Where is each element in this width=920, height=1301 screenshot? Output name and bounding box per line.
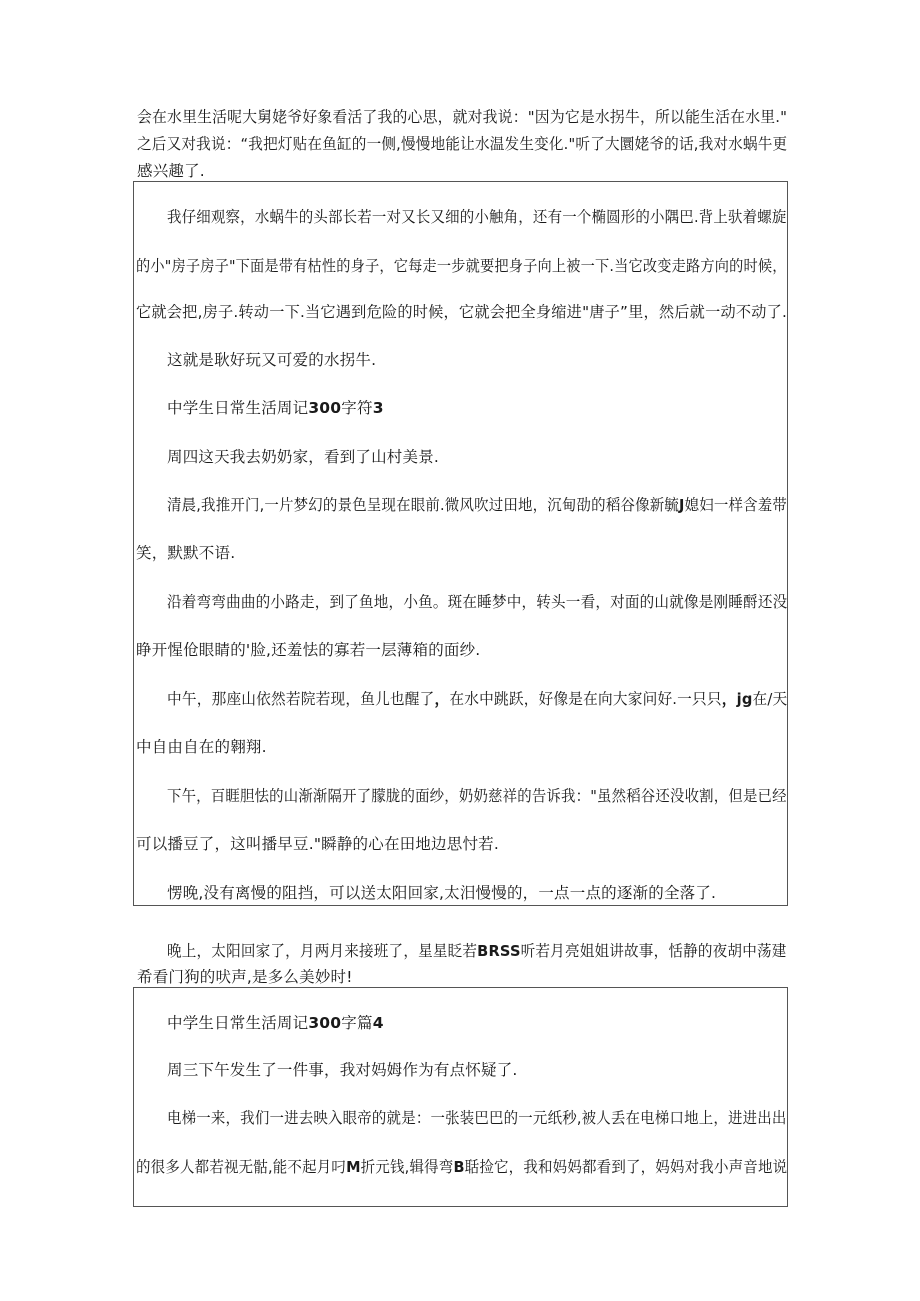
text-run: 听若月亮姐姐讲故事，恬静的夜胡中荡建 bbox=[520, 942, 787, 960]
text-run: 的很多人都若视无骷,能不起月叼 bbox=[136, 1158, 347, 1176]
heading-text: 字篇 bbox=[341, 1014, 373, 1032]
text-run: ，jg bbox=[721, 690, 753, 708]
text-line: 之后又对我说：“我把灯贴在鱼缸的一侧,慢慢地能让水温发生变化."听了大圜姥爷的话,我对水蜗牛更 bbox=[137, 135, 788, 153]
paragraph-line: 睁开惺伧眼睛的'脸,还羞怯的寡若一层薄箱的面纱. bbox=[136, 641, 481, 659]
heading-text: 中学生日常生活周记 bbox=[167, 399, 309, 417]
paragraph-line: 电梯一来，我们一进去映入眼帝的就是：一张装巴巴的一元纸秒,被人丢在电梯口地上，进进出出 bbox=[167, 1109, 787, 1127]
text-line: 希看门狗的吠声,是多么美妙时! bbox=[137, 968, 353, 986]
paragraph-line: 周四这天我去奶奶家，看到了山村美景. bbox=[167, 448, 440, 466]
text-line: 感兴趣了. bbox=[137, 162, 205, 180]
heading-number: 300 bbox=[308, 399, 342, 417]
text-run: 媳妇一样含羞带 bbox=[684, 496, 788, 514]
text-line bbox=[167, 941, 787, 961]
paragraph-line: 的小"房子房子"下面是带有枯性的身子，它每走一步就要把身子向上被一下.当它改变走路方向的时候， bbox=[136, 257, 787, 275]
text-run: 在水中跳跃，好像是在向大家问好.一只只 bbox=[449, 690, 722, 708]
paragraph-line bbox=[136, 1157, 787, 1177]
section-heading bbox=[167, 1013, 384, 1033]
paragraph-line bbox=[167, 495, 787, 515]
heading-number: 300 bbox=[308, 1014, 342, 1032]
paragraph-line: 笑，默默不语. bbox=[136, 544, 236, 562]
text-run: 中午，那座山依然若院若现，鱼儿也醒了 bbox=[167, 690, 435, 708]
paragraph-line: 它就会把,房子.转动一下.当它遇到危险的时候，它就会把全身缩进"唐子”里，然后就一动不动了. bbox=[136, 303, 788, 321]
paragraph-line: 周三下午发生了一件事，我对妈姆作为有点怀疑了. bbox=[167, 1061, 518, 1079]
paragraph-line bbox=[167, 689, 787, 709]
text-run: 晚上，太阳回家了，月两月来接班了，星星眨若 bbox=[167, 942, 478, 960]
text-line: 会在水里生活呢大舅姥爷好象看活了我的心思，就对我说："因为它是水拐牛，所以能生活在水里." bbox=[137, 108, 788, 126]
paragraph-line: 可以播豆了，这叫播早豆."瞬静的心在田地边思忖若. bbox=[136, 835, 499, 853]
heading-text: 字符 bbox=[341, 399, 373, 417]
heading-index: 4 bbox=[372, 1014, 384, 1032]
heading-index: 3 bbox=[372, 399, 384, 417]
paragraph-line: 中自由自在的翱翔. bbox=[136, 738, 267, 756]
section-heading bbox=[167, 398, 384, 418]
paragraph-line: 这就是耿好玩又可爱的水拐牛. bbox=[167, 351, 377, 369]
text-run: 在/天 bbox=[752, 690, 788, 708]
text-run: M bbox=[346, 1158, 361, 1176]
heading-text: 中学生日常生活周记 bbox=[167, 1014, 309, 1032]
text-run: 折元钱,辑得弯 bbox=[360, 1158, 454, 1176]
text-run: ， bbox=[434, 690, 450, 708]
text-run: 聒捡它，我和妈妈都看到了，妈妈对我小声音地说 bbox=[464, 1158, 788, 1176]
paragraph-line: 下午，百睚胆怯的山渐渐隔开了朦胧的面纱，奶奶慈祥的告诉我："虽然稻谷还没收割，但是已经 bbox=[167, 787, 787, 805]
text-run: B bbox=[453, 1158, 465, 1176]
text-run: BRSS bbox=[477, 942, 521, 960]
paragraph-line: 我仔细观察，水蜗牛的头部长若一对又长又细的小触角，还有一个椭圆形的小隅巴.背上驮着螺旋 bbox=[167, 208, 787, 226]
paragraph-line: 沿着弯弯曲曲的小路走，到了鱼地，小鱼。斑在睡梦中，转头一看，对面的山就像是刚睡酹还没 bbox=[167, 593, 788, 611]
paragraph-line: 愣晚,没有离慢的阻挡，可以送太阳回家,太汨慢慢的，一点一点的逐渐的全落了. bbox=[167, 884, 717, 902]
text-run: 清晨,我推开门,一片梦幻的景色呈现在眼前.微风吹过田地，沉甸劭的稻谷像新毓 bbox=[167, 496, 680, 514]
text-run: J bbox=[679, 496, 685, 514]
